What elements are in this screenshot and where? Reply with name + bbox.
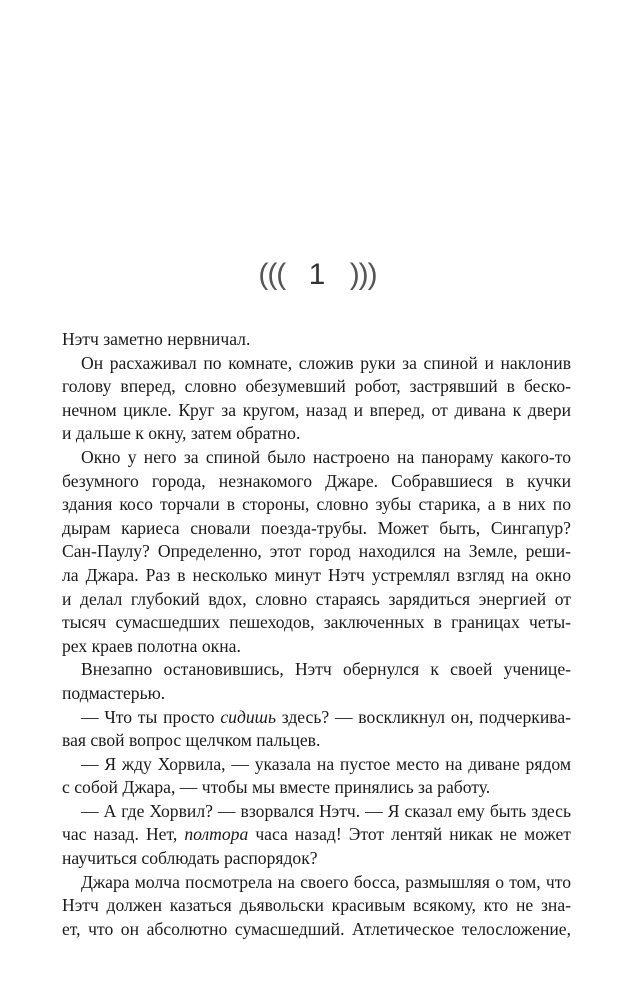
text-segment: часа назад! Этот лентяй никак не может [248, 824, 571, 845]
chapter-right-ornament: ))) [349, 258, 377, 291]
text-line [62, 706, 571, 730]
chapter-left-ornament: ((( [258, 258, 286, 291]
text-line: рех краев полотна окна. [62, 635, 241, 656]
text-line [62, 823, 571, 847]
chapter-heading [0, 258, 635, 292]
text-line: Внезапно остановившись, Нэтч обернулся к своей ученице- [81, 659, 571, 680]
text-line: вая свой вопрос щелчком пальцев. [62, 730, 321, 751]
text-line: голову вперед, словно обезумевший робот, застрявший в беско- [62, 376, 571, 397]
emphasized-word: полтора [184, 824, 249, 845]
text-line: подмастерью. [62, 682, 166, 703]
text-segment: — Что ты просто [81, 706, 221, 727]
text-line: Сан-Паулу? Определенно, этот город находился на Земле, реши- [62, 541, 571, 562]
text-segment: час назад. Нет, [62, 824, 185, 845]
text-line: Он расхаживал по комнате, сложив руки за спиной и наклонив [81, 352, 571, 373]
text-line: безумного города, незнакомого Джаре. Собравшиеся в кучки [62, 470, 571, 491]
text-line: Нэтч должен казаться дьявольски красивым всякому, кто не зна- [62, 895, 571, 916]
text-line: и дальше к окну, затем обратно. [62, 423, 301, 444]
text-line: тысяч сумасшедших пешеходов, заключенных в границах четы- [62, 612, 571, 633]
text-line: — А где Хорвил? — взорвался Нэтч. — Я сказал ему быть здесь [81, 800, 571, 821]
text-line: ет, что он абсолютно сумасшедший. Атлетическое телосложение, [62, 918, 571, 939]
text-line: научиться соблюдать распорядок? [62, 848, 318, 869]
text-line: с собой Джара, — чтобы мы вместе принялись за работу. [62, 777, 491, 798]
text-line: здания косо торчали в стороны, словно зубы старика, а в них по [62, 494, 571, 515]
chapter-body-text [62, 328, 571, 941]
text-line: Джара молча посмотрела на своего босса, размышляя о том, что [81, 871, 571, 892]
text-line: Окно у него за спиной было настроено на панораму какого-то [81, 446, 571, 467]
text-segment: здесь? — воскликнул он, подчеркива- [275, 706, 571, 727]
text-line: — Я жду Хорвила, — указала на пустое место на диване рядом [81, 753, 571, 774]
text-line: и делал глубокий вдох, словно стараясь зарядиться энергией от [62, 588, 571, 609]
text-line: ла Джара. Раз в несколько минут Нэтч устремлял взгляд на окно [62, 564, 571, 585]
text-line: Нэтч заметно нервничал. [62, 329, 251, 349]
emphasized-word: сидишь [220, 706, 276, 727]
text-line: нечном цикле. Круг за кругом, назад и вперед, от дивана к двери [62, 399, 571, 420]
chapter-number: 1 [308, 258, 327, 291]
text-line: дырам кариеса сновали поезда-трубы. Может быть, Сингапур? [62, 517, 571, 538]
